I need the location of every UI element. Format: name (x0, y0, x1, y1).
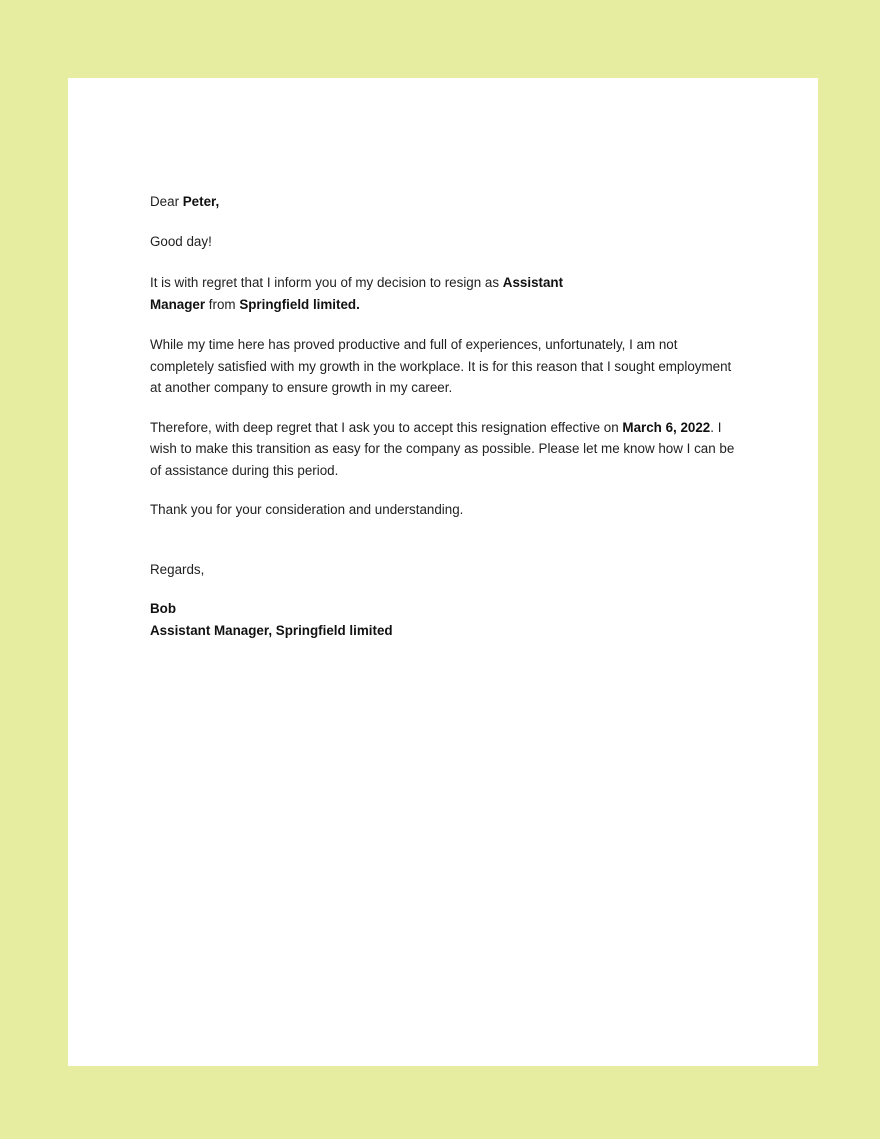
regards-line: Regards, (150, 561, 205, 577)
thanks-line: Thank you for your consideration and understanding. (150, 502, 464, 517)
recipient-name: Peter, (182, 194, 220, 209)
para1-text-2: from (205, 296, 240, 312)
paragraph-effective-date (150, 417, 740, 482)
letter-body (150, 191, 740, 641)
para1-text-1: It is with regret that I inform you of my decision to resign as (150, 275, 503, 290)
company-name: Springfield limited. (239, 296, 360, 312)
signer-title: Assistant Manager, Springfield limited (150, 622, 393, 638)
position-title: Assistant Manager (150, 275, 564, 312)
salutation (150, 191, 740, 213)
letter-page (68, 78, 818, 1066)
salutation-prefix: Dear (150, 194, 183, 209)
para3-text-2: . I wish to make this transition as easy for the company as possible. Please let me know how I can be of assistance during this period. (150, 419, 735, 478)
effective-date: March 6, 2022 (622, 419, 711, 435)
greeting: Good day! (150, 233, 212, 249)
paragraph-resignation-intent (150, 272, 570, 315)
signer-name: Bob (150, 601, 177, 616)
para3-text-1: Therefore, with deep regret that I ask you to accept this resignation effective on (150, 419, 623, 435)
paragraph-reason: While my time here has proved productive and full of experiences, unfortunately, I am not completely satisfied with my growth in the workplace. It is for this reason that I sought employment at another company to ensure growth in my career. (150, 337, 732, 395)
